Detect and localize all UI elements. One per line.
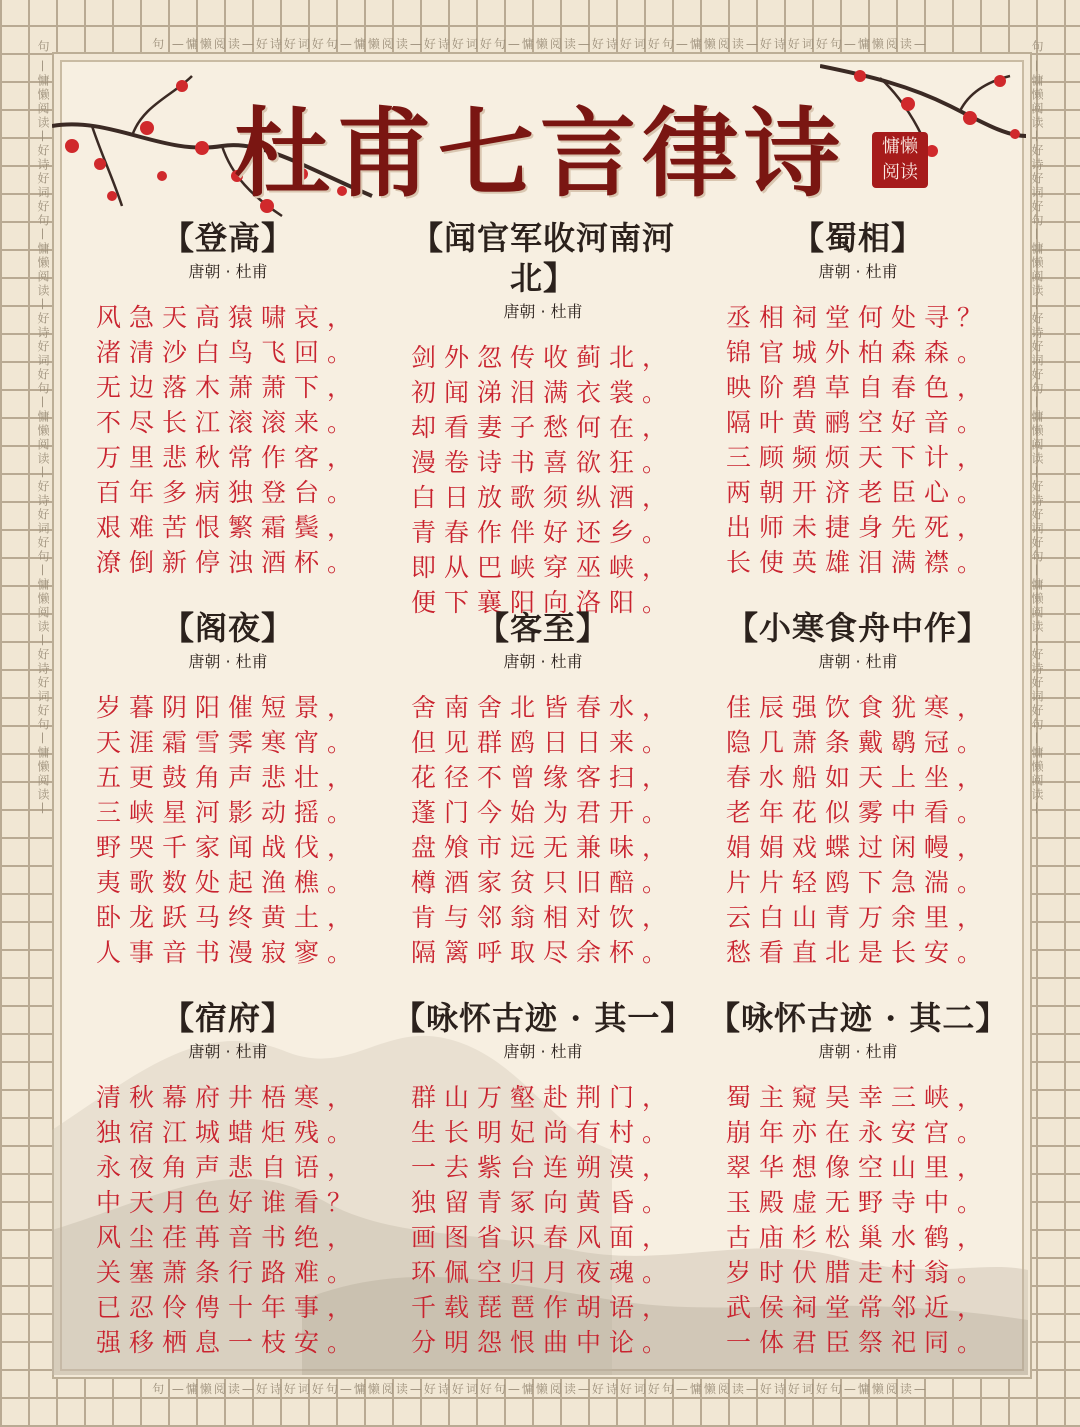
poem-author: 唐朝 · 杜甫 <box>818 262 898 281</box>
poem-line: 即从巴峡穿巫峡， <box>410 553 675 582</box>
poem-title: 【小寒食舟中作】 <box>725 609 990 647</box>
poem-line: 万里悲秋常作客， <box>95 443 360 472</box>
poem-line: 强移栖息一枝安。 <box>95 1328 360 1357</box>
poem-line: 映阶碧草自春色， <box>725 373 990 402</box>
poem-line: 群山万壑赴荆门， <box>410 1083 675 1112</box>
poem-line: 岁时伏腊走村翁。 <box>725 1258 990 1287</box>
poem-line: 岁暮阴阳催短景， <box>95 693 360 722</box>
poem-lines <box>393 1080 693 1360</box>
poem-line: 独宿江城蜡炬残。 <box>95 1118 360 1147</box>
poem-line: 五更鼓角声悲壮， <box>95 763 360 792</box>
poem-card <box>78 998 378 1360</box>
poem-line: 艰难苦恨繁霜鬓， <box>95 513 360 542</box>
poem-card <box>708 608 1008 970</box>
poem-title: 【客至】 <box>476 609 609 647</box>
border-text-right: 句 —慵懒阅读—好诗好词好句—慵懒阅读—好诗好词好句—慵懒阅读—好诗好词好句—慵懒阅读—好诗好词好句—慵懒阅读— <box>1030 40 1044 816</box>
poem-card <box>393 218 693 620</box>
poem-line: 隔篱呼取尽余杯。 <box>410 938 675 967</box>
border-text-bottom: 句 —慵懒阅读—好诗好词好句—慵懒阅读—好诗好词好句—慵懒阅读—好诗好词好句—慵懒阅读—好诗好词好句—慵懒阅读— <box>152 1382 928 1396</box>
poem-line: 风急天高猿啸哀， <box>95 303 360 332</box>
poem-line: 愁看直北是长安。 <box>725 938 990 967</box>
poem-line: 已忍伶俜十年事， <box>95 1293 360 1322</box>
poem-line: 三峡星河影动摇。 <box>95 798 360 827</box>
poem-title: 【闻官军收河南河北】 <box>410 219 675 297</box>
poem-line: 不尽长江滚滚来。 <box>95 408 360 437</box>
poem-line: 肯与邻翁相对饮， <box>410 903 675 932</box>
poem-line: 盘飧市远无兼味， <box>410 833 675 862</box>
poem-line: 环佩空归月夜魂。 <box>410 1258 675 1287</box>
poem-line: 蜀主窥吴幸三峡， <box>725 1083 990 1112</box>
poem-line: 佳辰强饮食犹寒， <box>725 693 990 722</box>
poem-lines <box>708 690 1008 970</box>
poem-lines <box>393 340 693 620</box>
poem-line: 锦官城外柏森森。 <box>725 338 990 367</box>
poem-line: 翠华想像空山里， <box>725 1153 990 1182</box>
poem-author: 唐朝 · 杜甫 <box>188 652 268 671</box>
poem-author: 唐朝 · 杜甫 <box>188 1042 268 1061</box>
poem-line: 舍南舍北皆春水， <box>410 693 675 722</box>
poem-line: 百年多病独登台。 <box>95 478 360 507</box>
poem-line: 漫卷诗书喜欲狂。 <box>410 448 675 477</box>
poem-line: 古庙杉松巢水鹤， <box>725 1223 990 1252</box>
poem-line: 野哭千家闻战伐， <box>95 833 360 862</box>
poem-line: 永夜角声悲自语， <box>95 1153 360 1182</box>
poem-card <box>708 998 1008 1360</box>
poem-card <box>393 608 693 970</box>
poem-line: 玉殿虚无野寺中。 <box>725 1188 990 1217</box>
poem-line: 天涯霜雪霁寒宵。 <box>95 728 360 757</box>
poem-line: 但见群鸥日日来。 <box>410 728 675 757</box>
poem-line: 便下襄阳向洛阳。 <box>410 588 675 617</box>
poem-line: 中天月色好谁看？ <box>95 1188 360 1217</box>
poem-line: 娟娟戏蝶过闲幔， <box>725 833 990 862</box>
poem-line: 隐几萧条戴鹖冠。 <box>725 728 990 757</box>
poem-line: 隔叶黄鹂空好音。 <box>725 408 990 437</box>
poem-line: 长使英雄泪满襟。 <box>725 548 990 577</box>
poem-line: 两朝开济老臣心。 <box>725 478 990 507</box>
poem-line: 风尘荏苒音书绝， <box>95 1223 360 1252</box>
poem-author: 唐朝 · 杜甫 <box>503 1042 583 1061</box>
poem-line: 独留青冢向黄昏。 <box>410 1188 675 1217</box>
poem-lines <box>78 690 378 970</box>
poem-line: 青春作伴好还乡。 <box>410 518 675 547</box>
poem-line: 花径不曾缘客扫， <box>410 763 675 792</box>
poem-lines <box>708 1080 1008 1360</box>
poem-author: 唐朝 · 杜甫 <box>818 652 898 671</box>
poem-line: 生长明妃尚有村。 <box>410 1118 675 1147</box>
poem-line: 蓬门今始为君开。 <box>410 798 675 827</box>
poem-line: 老年花似雾中看。 <box>725 798 990 827</box>
poem-lines <box>78 300 378 580</box>
poem-line: 夷歌数处起渔樵。 <box>95 868 360 897</box>
poem-card <box>78 218 378 580</box>
poem-line: 樽酒家贫只旧醅。 <box>410 868 675 897</box>
poem-author: 唐朝 · 杜甫 <box>188 262 268 281</box>
poem-card <box>393 998 693 1360</box>
poem-card <box>708 218 1008 580</box>
poem-title: 【阁夜】 <box>161 609 294 647</box>
poem-line: 画图省识春风面， <box>410 1223 675 1252</box>
poem-line: 崩年亦在永安宫。 <box>725 1118 990 1147</box>
poem-author: 唐朝 · 杜甫 <box>503 652 583 671</box>
poem-line: 人事音书漫寂寥。 <box>95 938 360 967</box>
poem-title: 【宿府】 <box>161 999 294 1037</box>
poem-line: 三顾频烦天下计， <box>725 443 990 472</box>
poem-title: 【登高】 <box>161 219 294 257</box>
poem-line: 关塞萧条行路难。 <box>95 1258 360 1287</box>
poem-lines <box>78 1080 378 1360</box>
poem-line: 剑外忽传收蓟北， <box>410 343 675 372</box>
poem-title: 【蜀相】 <box>791 219 924 257</box>
poem-lines <box>708 300 1008 580</box>
poem-line: 千载琵琶作胡语， <box>410 1293 675 1322</box>
poem-author: 唐朝 · 杜甫 <box>503 302 583 321</box>
poem-line: 丞相祠堂何处寻？ <box>725 303 990 332</box>
border-text-left: 句 —慵懒阅读—好诗好词好句—慵懒阅读—好诗好词好句—慵懒阅读—好诗好词好句—慵懒阅读—好诗好词好句—慵懒阅读— <box>36 40 50 816</box>
poem-line: 卧龙跃马终黄土， <box>95 903 360 932</box>
poem-line: 片片轻鸥下急湍。 <box>725 868 990 897</box>
poem-author: 唐朝 · 杜甫 <box>818 1042 898 1061</box>
poem-title: 【咏怀古迹 · 其一】 <box>393 999 694 1037</box>
poem-line: 潦倒新停浊酒杯。 <box>95 548 360 577</box>
border-text-top: 句 —慵懒阅读—好诗好词好句—慵懒阅读—好诗好词好句—慵懒阅读—好诗好词好句—慵懒阅读—好诗好词好句—慵懒阅读— <box>152 37 928 51</box>
seal-stamp: 慵懒阅读 <box>872 132 928 188</box>
poem-line: 无边落木萧萧下， <box>95 373 360 402</box>
poem-line: 白日放歌须纵酒， <box>410 483 675 512</box>
poem-line: 却看妻子愁何在， <box>410 413 675 442</box>
poem-line: 一去紫台连朔漠， <box>410 1153 675 1182</box>
poem-line: 清秋幕府井梧寒， <box>95 1083 360 1112</box>
poem-line: 云白山青万余里， <box>725 903 990 932</box>
page-title: 杜甫七言律诗 <box>234 97 846 210</box>
poem-line: 初闻涕泪满衣裳。 <box>410 378 675 407</box>
poem-line: 出师未捷身先死， <box>725 513 990 542</box>
poem-lines <box>393 690 693 970</box>
poem-line: 渚清沙白鸟飞回。 <box>95 338 360 367</box>
poem-line: 一体君臣祭祀同。 <box>725 1328 990 1357</box>
poem-line: 分明怨恨曲中论。 <box>410 1328 675 1357</box>
poem-card <box>78 608 378 970</box>
poem-title: 【咏怀古迹 · 其二】 <box>708 999 1009 1037</box>
poem-line: 春水船如天上坐， <box>725 763 990 792</box>
poem-line: 武侯祠堂常邻近， <box>725 1293 990 1322</box>
